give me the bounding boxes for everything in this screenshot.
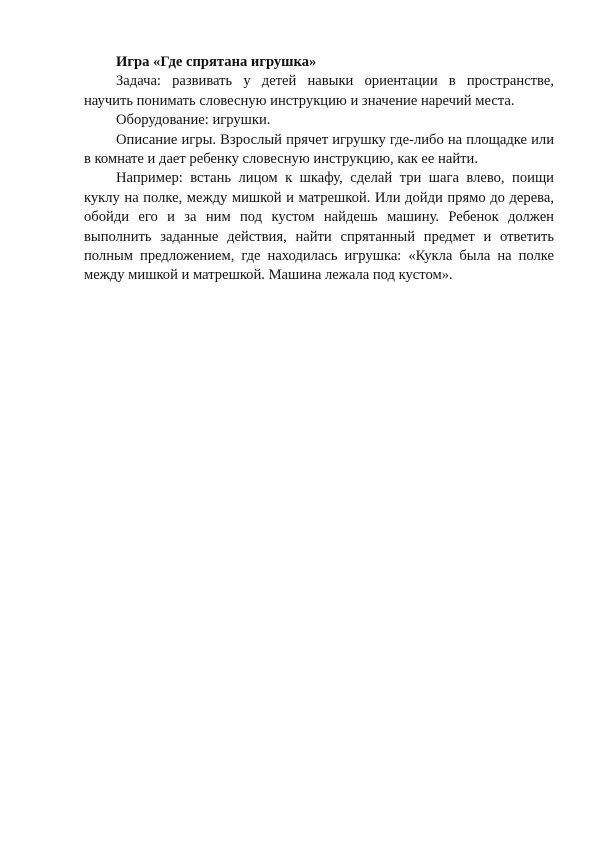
- document-body: [84, 53, 554, 286]
- paragraph-task: Задача: развивать у детей навыки ориентации в пространстве, научить понимать словесную инструкцию и значение наречий места.: [84, 73, 554, 109]
- paragraph-equipment: Оборудование: игрушки.: [116, 112, 271, 129]
- paragraph-example: Например: встань лицом к шкафу, сделай три шага влево, поищи куклу на полке, между мишкой и матрешкой. Или дойди прямо до дерева, обойди его и за ним под кустом найдешь машину. Ребенок должен выполнить заданные действия, найти спрятанный предмет и ответить полным предложением, где находилась игрушка: «Кукла была на полке между мишкой и матрешкой. Машина лежала под кустом».: [84, 170, 554, 284]
- paragraph-description: Описание игры. Взрослый прячет игрушку где-либо на площадке или в комнате и дает ребенку словесную инструкцию, как ее найти.: [84, 131, 554, 168]
- document-title: Игра «Где спрятана игрушка»: [116, 54, 317, 70]
